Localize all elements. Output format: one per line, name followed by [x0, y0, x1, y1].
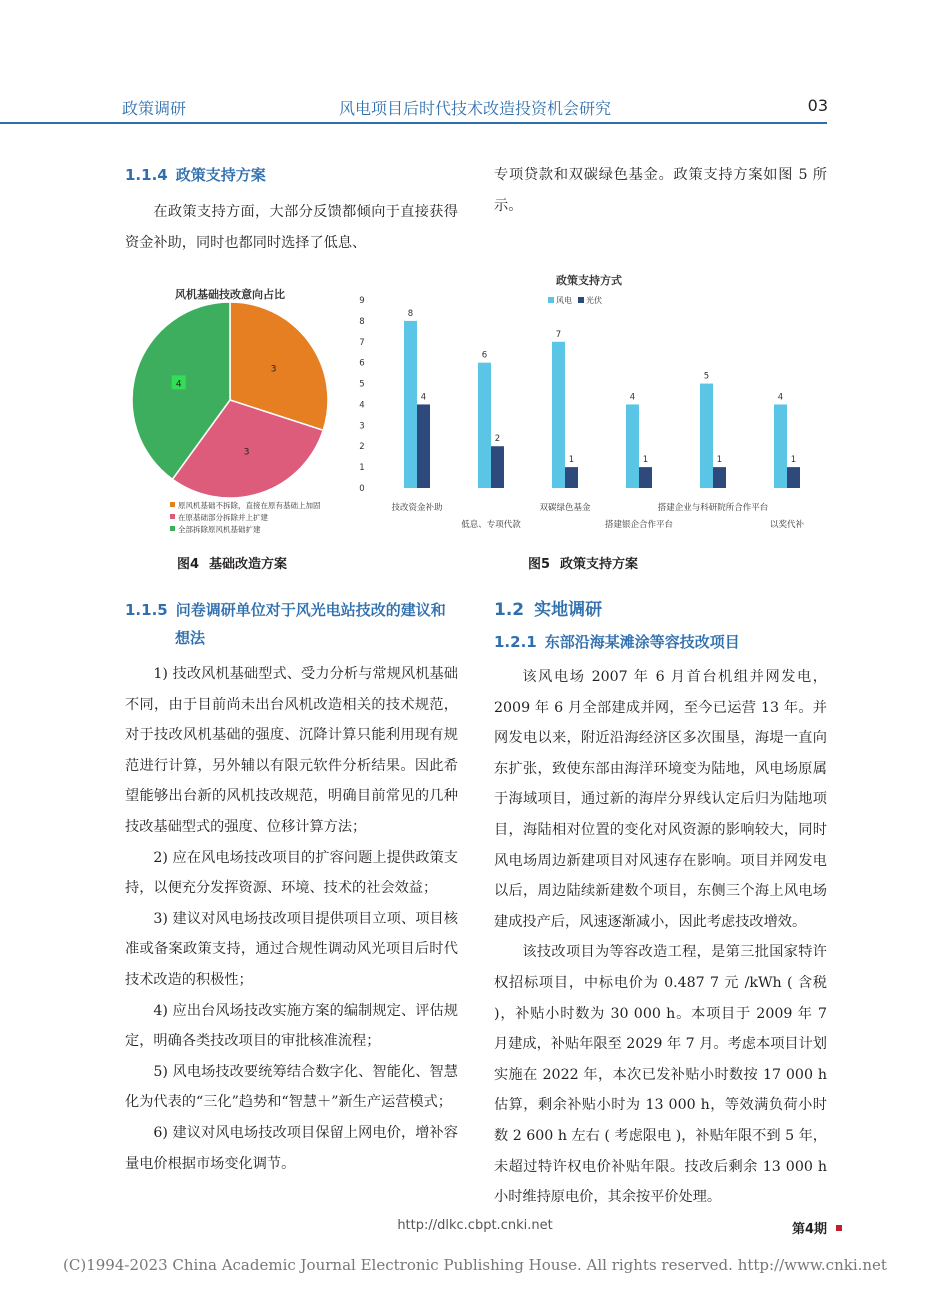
header-section: 政策调研: [122, 99, 187, 118]
footer-url: http://dlkc.cbpt.cnki.net: [397, 1218, 553, 1233]
suggestion-item: 3) 建议对风电场技改项目提供项目立项、项目核准或备案政策支持，通过合规性调动风光项目后时代技术改造的积极性；: [125, 910, 458, 988]
pie-data-label: 4: [175, 379, 182, 390]
bar: [700, 384, 713, 488]
bar: [713, 467, 726, 488]
bar-chart-title: 政策支持方式: [556, 274, 622, 287]
suggestion-item: 1) 技改风机基础型式、受力分析与常规风机基础不同，由于目前尚未出台风机改造相关的技术规范，对于技改风机基础的强度、沉降计算只能利用现有规范进行计算，另外辅以有限元软件分析结果。因此希望能够出台新的风机技改规范，明确目前常见的几种技改基础型式的强度、位移计算方法；: [125, 666, 458, 835]
legend-swatch: [578, 297, 584, 303]
heading-text: 政策支持方案: [175, 166, 266, 184]
heading-number: 1.2.1: [494, 633, 537, 651]
pie-data-label: 3: [243, 447, 250, 458]
footer-issue: 第4期: [792, 1222, 828, 1237]
figure-5-caption: [528, 553, 638, 572]
suggestion-item: 5) 风电场技改要统筹结合数字化、智能化、智慧化为代表的“三化”趋势和“智慧＋”新生产运营模式；: [125, 1063, 458, 1111]
x-category-label: 技改资金补助: [391, 503, 443, 513]
legend-label: 在原基础部分拆除并上扩建: [178, 513, 268, 522]
section-heading-1-1-4: [125, 160, 458, 190]
heading-number: 1.2: [494, 600, 525, 620]
running-header: [0, 92, 950, 124]
paragraph: 该风电场 2007 年 6 月首台机组并网发电，2009 年 6 月全部建成并网，至今已运营 13 年。并网发电以来，附近沿海经济区多次围垦，海堤一直向东扩张，致使东部由海洋环境变为陆地，风电场原属于海域项目，通过新的海岸分界线认定后归为陆地项目，海陆相对位置的变化对风资源的影响较大，同时风电场周边新建项目对风速存在影响。项目并网发电以后，周边陆续新建数个项目，东侧三个海上风电场建成投产后，风速逐渐减小，因此考虑技改增效。: [494, 669, 827, 930]
section-heading-1-2: [494, 596, 827, 624]
heading-text: 实地调研: [534, 600, 603, 620]
bar: [626, 404, 639, 488]
legend-swatch: [170, 502, 175, 507]
bar-value-label: 6: [481, 350, 488, 361]
left-top-column: [125, 160, 458, 258]
paragraph: 专项贷款和双碳绿色基金。政策支持方案如图 5 所示。: [494, 167, 827, 214]
x-category-label: 搭建银企合作平台: [604, 520, 674, 530]
y-tick-label: 1: [359, 463, 365, 474]
figure-caption-text: 政策支持方案: [560, 557, 639, 572]
x-category-label: 搭建企业与科研院所合作平台: [657, 503, 769, 513]
legend-swatch: [170, 526, 175, 531]
bar: [552, 342, 565, 488]
paragraph: 在政策支持方面，大部分反馈都倾向于直接获得资金补助，同时也都同时选择了低息、: [125, 204, 458, 251]
legend-label: 风电: [556, 296, 572, 305]
legend-swatch: [548, 297, 554, 303]
bar: [787, 467, 800, 488]
figure-4-caption: [177, 553, 287, 572]
bar: [565, 467, 578, 488]
pie-data-label: 3: [270, 364, 277, 375]
copyright-notice: (C)1994-2023 China Academic Journal Electronic Publishing House. All rights reserved. http://www.cnki.net: [63, 1256, 887, 1274]
footer-marker: [836, 1225, 842, 1231]
heading-number: 1.1.4: [125, 166, 168, 184]
bar-value-label: 4: [777, 392, 784, 403]
figure-number: 图5: [528, 557, 551, 572]
x-category-label: 双碳绿色基金: [539, 503, 591, 513]
bar-value-label: 4: [629, 392, 636, 403]
bar-value-label: 1: [716, 455, 723, 466]
bar: [417, 404, 430, 488]
legend-swatch: [170, 514, 175, 519]
x-category-label: 低息、专项代款: [461, 520, 521, 530]
header-rule: [0, 122, 827, 124]
y-tick-label: 3: [359, 421, 365, 432]
y-tick-label: 8: [359, 316, 365, 327]
y-tick-label: 7: [359, 337, 365, 348]
pie-chart-title: 风机基础技改意向占比: [175, 288, 285, 301]
paragraph: 该技改项目为等容改造工程，是第三批国家特许权招标项目，中标电价为 0.487 7 元 /kWh ( 含税 )，补贴小时数为 30 000 h。本项目于 2009 年 7 月建成，补贴年限至 2029 年 7 月。考虑本项目计划实施在 2022 年，本次已发补贴小时数按 17 000 h 估算，剩余补贴小时为 13 000 h，等效满负荷小时数 2 600 h 左右 ( 考虑限电 )，补贴年限不到 5 年，未超过特许权电价补贴年限。技改后剩余 13 000 h 小时维持原电价，其余按平价处理。: [494, 944, 827, 1206]
bar: [491, 446, 504, 488]
bar-value-label: 1: [568, 455, 575, 466]
y-tick-label: 0: [359, 484, 365, 494]
left-body-column: [125, 596, 458, 1179]
y-tick-label: 9: [359, 296, 365, 306]
bar: [478, 363, 491, 488]
legend-label: 原风机基础不拆除，直接在原有基础上加固: [178, 501, 321, 510]
x-category-label: 以奖代补: [769, 520, 805, 530]
right-top-column: [494, 160, 827, 221]
bar-chart: [352, 268, 828, 540]
bar-value-label: 5: [703, 371, 710, 382]
section-heading-1-2-1: [494, 628, 827, 656]
figure-number: 图4: [177, 557, 200, 572]
heading-text: 问卷调研单位对于风光电站技改的建议和想法: [175, 601, 446, 647]
legend-label: 光伏: [586, 296, 602, 305]
bar: [639, 467, 652, 488]
right-body-column: [494, 596, 827, 1213]
bar-value-label: 1: [642, 455, 649, 466]
header-title: 风电项目后时代技术改造投资机会研究: [338, 99, 611, 118]
y-tick-label: 2: [359, 442, 365, 453]
section-heading-1-1-5: [125, 596, 458, 652]
header-page-number: 03: [807, 96, 828, 115]
bar-value-label: 7: [555, 329, 562, 340]
bar-value-label: 2: [494, 434, 501, 445]
bar-value-label: 1: [790, 455, 797, 466]
suggestion-item: 2) 应在风电场技改项目的扩容问题上提供政策支持，以便充分发挥资源、环境、技术的社会效益；: [125, 849, 458, 897]
y-tick-label: 5: [359, 379, 365, 390]
legend-label: 全部拆除原风机基础扩建: [178, 525, 261, 534]
heading-number: 1.1.5: [125, 601, 168, 619]
bar-value-label: 8: [407, 308, 414, 319]
figure-caption-text: 基础改造方案: [209, 557, 288, 572]
suggestion-item: 4) 应出台风场技改实施方案的编制规定、评估规定，明确各类技改项目的审批核准流程；: [125, 1002, 458, 1050]
y-tick-label: 4: [359, 400, 365, 411]
y-tick-label: 6: [359, 358, 365, 369]
heading-text: 东部沿海某滩涂等容技改项目: [544, 633, 740, 651]
bar: [774, 404, 787, 488]
bar-value-label: 4: [420, 392, 427, 403]
pie-chart: [122, 274, 348, 544]
bar: [404, 321, 417, 488]
suggestion-item: 6) 建议对风电场技改项目保留上网电价，增补容量电价根据市场变化调节。: [125, 1124, 458, 1172]
